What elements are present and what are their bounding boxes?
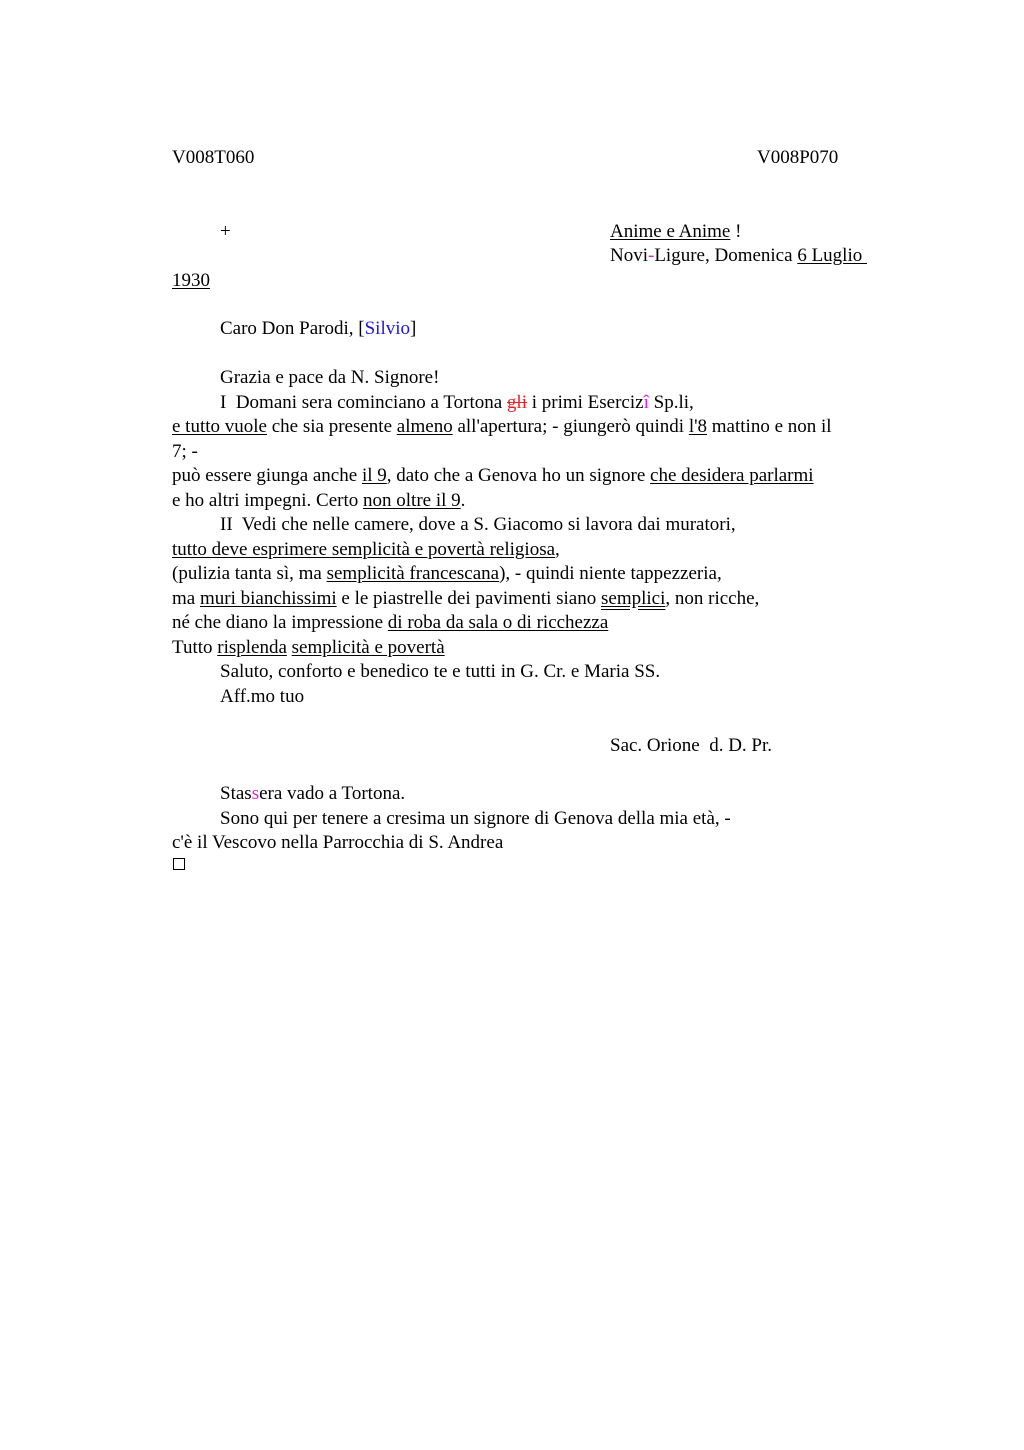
text-run: ), - quindi niente tappezzeria, xyxy=(499,563,722,584)
underlined-text: almeno xyxy=(396,416,453,437)
text-run: , xyxy=(555,539,560,560)
text-run: né che diano la impressione xyxy=(172,612,388,633)
para1-line5 xyxy=(172,489,465,513)
place-date-line xyxy=(610,244,867,268)
underlined-text: e tutto vuole xyxy=(172,416,267,437)
closing-line2: Aff.mo tuo xyxy=(220,686,305,707)
place-part: Novi xyxy=(610,245,648,266)
text-run: mattino e non il xyxy=(707,416,832,437)
correction-char: î xyxy=(643,392,649,413)
underlined-text: l'8 xyxy=(688,416,708,437)
postscript-line1 xyxy=(220,782,405,806)
text-run: e ho altri impegni. Certo xyxy=(172,490,364,511)
text-run: Tutto xyxy=(172,637,218,658)
text-run: I Domani sera cominciano a Tortona xyxy=(220,392,507,413)
text-run: Stas xyxy=(220,783,252,804)
end-box-icon xyxy=(173,858,185,870)
cross-mark: + xyxy=(220,221,231,242)
text-run: all'apertura; - giungerò quindi xyxy=(452,416,689,437)
underlined-text: semplicità e povertà xyxy=(291,637,445,658)
text-run: (pulizia tanta sì, ma xyxy=(172,563,327,584)
double-underlined-text: semplici xyxy=(601,588,666,609)
para2-line1: II Vedi che nelle camere, dove a S. Giacomo si lavora dai muratori, xyxy=(220,514,736,535)
addressee-name: Silvio xyxy=(364,318,410,339)
text-run: ma xyxy=(172,588,200,609)
postscript-line2: Sono qui per tenere a cresima un signore di Genova della mia età, - xyxy=(220,808,731,829)
para1-line4 xyxy=(172,464,814,488)
text-run: , non ricche, xyxy=(665,588,760,609)
para1-line2 xyxy=(172,415,832,439)
motto-line xyxy=(610,220,741,244)
salutation-bracket: ] xyxy=(410,318,417,339)
deleted-word: gli xyxy=(506,392,527,413)
motto-exclamation: ! xyxy=(730,221,742,242)
underlined-text: semplicità francescana xyxy=(326,563,500,584)
closing-line1: Saluto, conforto e benedico te e tutti in G. Cr. e Maria SS. xyxy=(220,661,661,682)
salutation xyxy=(220,317,416,341)
date-text: 6 Luglio xyxy=(797,245,867,266)
underlined-text: il 9 xyxy=(361,465,387,486)
underlined-text: muri bianchissimi xyxy=(199,588,337,609)
text-run: i primi Eserciz xyxy=(526,392,644,413)
correction-char: s xyxy=(251,783,260,804)
document-code-left: V008T060 xyxy=(172,147,255,168)
para2-line3 xyxy=(172,562,722,586)
motto-text: Anime e Anime xyxy=(610,221,731,242)
underlined-text: di roba da sala o di ricchezza xyxy=(387,612,609,633)
para2-line2 xyxy=(172,538,560,562)
underlined-text: risplenda xyxy=(217,637,287,658)
underlined-text: tutto deve esprimere semplicità e povertà religiosa xyxy=(172,539,556,560)
text-run: che sia presente xyxy=(266,416,397,437)
underlined-text: non oltre il 9 xyxy=(363,490,461,511)
text-run: Sp.li, xyxy=(648,392,694,413)
place-dash-correction: - xyxy=(648,245,655,266)
place-part-2: Ligure, Domenica xyxy=(654,245,798,266)
signature: Sac. Orione d. D. Pr. xyxy=(610,735,773,756)
document-code-right: V008P070 xyxy=(757,147,839,168)
para1-line1 xyxy=(220,391,694,415)
text-run: era vado a Tortona. xyxy=(259,783,406,804)
year-text: 1930 xyxy=(172,270,210,291)
postscript-line3: c'è il Vescovo nella Parrocchia di S. Andrea xyxy=(172,832,504,853)
text-run: . xyxy=(460,490,466,511)
salutation-text: Caro Don Parodi, [ xyxy=(220,318,365,339)
para2-line4 xyxy=(172,587,759,611)
para2-line6 xyxy=(172,636,445,660)
underlined-text: che desidera parlarmi xyxy=(650,465,814,486)
text-run: può essere giunga anche xyxy=(172,465,362,486)
year-line xyxy=(172,269,210,293)
text-run: e le piastrelle dei pavimenti siano xyxy=(336,588,601,609)
text-run: , dato che a Genova ho un signore xyxy=(386,465,651,486)
para2-line5 xyxy=(172,611,608,635)
greeting: Grazia e pace da N. Signore! xyxy=(220,367,440,388)
para1-line3: 7; - xyxy=(172,441,198,462)
